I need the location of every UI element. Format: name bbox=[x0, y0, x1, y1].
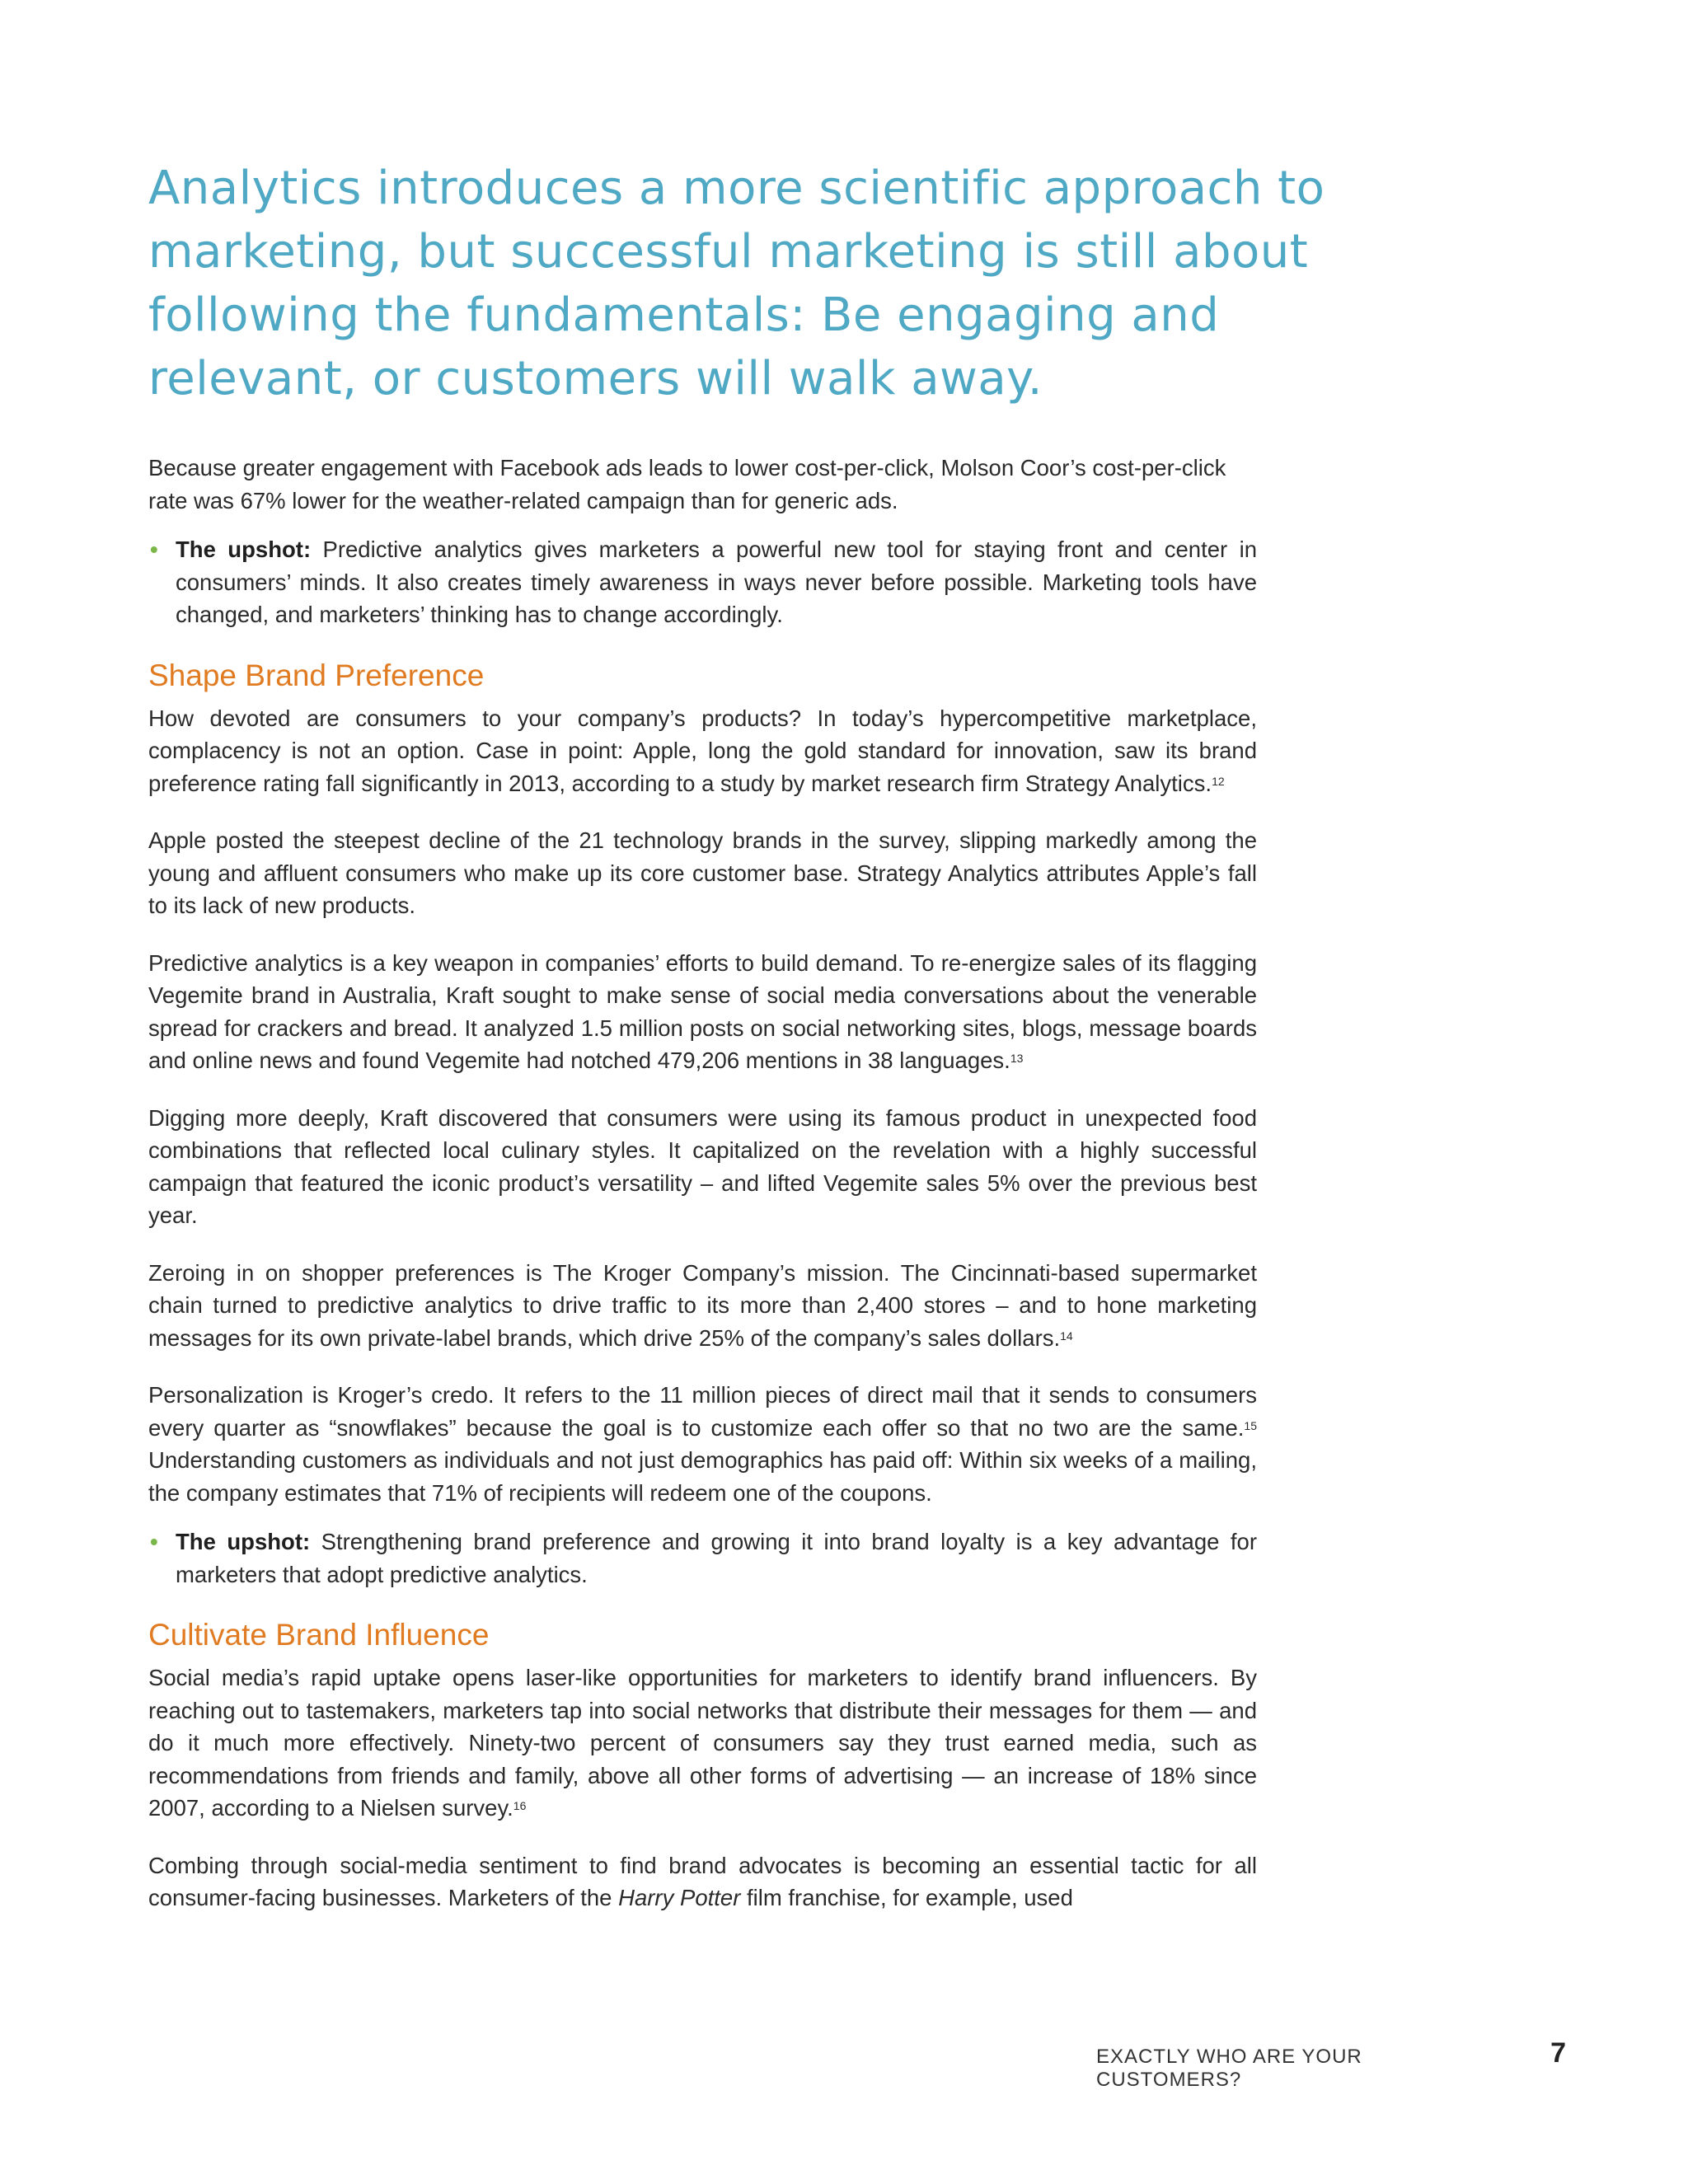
paragraph: Personalization is Kroger’s credo. It refers to the 11 million pieces of direct mail that it sends to consumers every quarter as “snowflakes” because the goal is to customize each offer so that no two are the same.$^{15}$ Understanding customers as individuals and not just demographics has paid off: Within six weeks of a mailing, the company estimates that 71% of recipients will redeem one of the coupons. bbox=[148, 1382, 1257, 1506]
page-number: 7 bbox=[1550, 2037, 1566, 2069]
footer-title: EXACTLY WHO ARE YOUR CUSTOMERS? bbox=[1096, 2046, 1362, 2091]
footnote-ref: 12 bbox=[1212, 774, 1225, 788]
paragraph: Combing through social-media sentiment to find brand advocates is becoming an essential tactic for all consumer-facing businesses. Marketers of the Harry Potter film franchise, for example, used bbox=[148, 1852, 1257, 1910]
section-heading-cultivate-brand-influence: Cultivate Brand Influence bbox=[148, 1618, 490, 1652]
bullet-dot-icon: • bbox=[150, 1529, 158, 1554]
bullet-dot-icon: • bbox=[150, 537, 158, 562]
paragraph: Apple posted the steepest decline of the 21 technology brands in the survey, slipping markedly among the young and affluent consumers who make up its core customer base. Strategy Analytics attributes Apple’s fall to its lack of new products. bbox=[148, 827, 1257, 918]
upshot-text: Strengthening brand preference and growing it into brand loyalty is a key advantage for marketers that adopt predictive analytics. bbox=[176, 1529, 1258, 1587]
upshot-bullet-1 bbox=[148, 533, 1257, 631]
page-content bbox=[148, 157, 1325, 1939]
footnote-ref: 16 bbox=[513, 1799, 527, 1812]
paragraph: Zeroing in on shopper preferences is The Kroger Company’s mission. The Cincinnati-based supermarket chain turned to predictive analytics to drive traffic to its more than 2,400 stores – and to hone marketing messages for its own private-label brands, which drive 25% of the company’s sales dollars.$^{14}$ bbox=[148, 1259, 1257, 1351]
upshot-label: The upshot: bbox=[176, 537, 312, 562]
footnote-ref: 13 bbox=[1010, 1052, 1024, 1065]
paragraph: Social media’s rapid uptake opens laser-like opportunities for marketers to identify brand influencers. By reaching out to tastemakers, marketers tap into social networks that distribute their messages for them — and do it much more effectively. Ninety-two percent of consumers say they trust earned media, such as recommendations from friends and family, above all other forms of advertising — an increase of 18% since 2007, according to a Nielsen survey.$^{16}$ bbox=[148, 1665, 1257, 1821]
pull-quote: Analytics introduces a more scientific approach to marketing, but successful marketing is still about following the fundamentals: Be engaging and relevant, or customers will walk away. bbox=[148, 162, 1325, 405]
paragraph: Predictive analytics is a key weapon in companies’ efforts to build demand. To re-energize sales of its flagging Vegemite brand in Australia, Kraft sought to make sense of social media conversations about the venerable spread for crackers and bread. It analyzed 1.5 million posts on social networking sites, blogs, message boards and online news and found Vegemite had notched 479,206 mentions in 38 languages.$^{13}$ bbox=[148, 949, 1257, 1073]
footnote-ref: 15 bbox=[1244, 1418, 1257, 1432]
page-footer bbox=[1096, 2036, 1566, 2091]
upshot-text: Predictive analytics gives marketers a powerful new tool for staying front and center in consumers’ minds. It also creates timely awareness in ways never before possible. Marketing tools have changed, and marketers’ thinking has to change accordingly. bbox=[176, 537, 1257, 627]
intro-paragraph: Because greater engagement with Facebook ads leads to lower cost-per-click, Molson Coor’s cost-per-click rate was 67% lower for the weather-related campaign than for generic ads. bbox=[148, 455, 1226, 513]
paragraph: Digging more deeply, Kraft discovered that consumers were using its famous product in unexpected food combinations that reflected local culinary styles. It capitalized on the revelation with a highly successful campaign that featured the iconic product’s versatility – and lifted Vegemite sales 5% over the previous best year. bbox=[148, 1104, 1257, 1228]
section-heading-shape-brand-preference: Shape Brand Preference bbox=[148, 658, 485, 692]
upshot-label: The upshot: bbox=[176, 1529, 311, 1554]
paragraph: How devoted are consumers to your company’s products? In today’s hypercompetitive marketplace, complacency is not an option. Case in point: Apple, long the gold standard for innovation, saw its brand preference rating fall significantly in 2013, according to a study by market research firm Strategy Analytics.$^{12}$ bbox=[148, 705, 1257, 796]
footnote-ref: 14 bbox=[1060, 1329, 1073, 1343]
upshot-bullet-2 bbox=[148, 1526, 1257, 1591]
